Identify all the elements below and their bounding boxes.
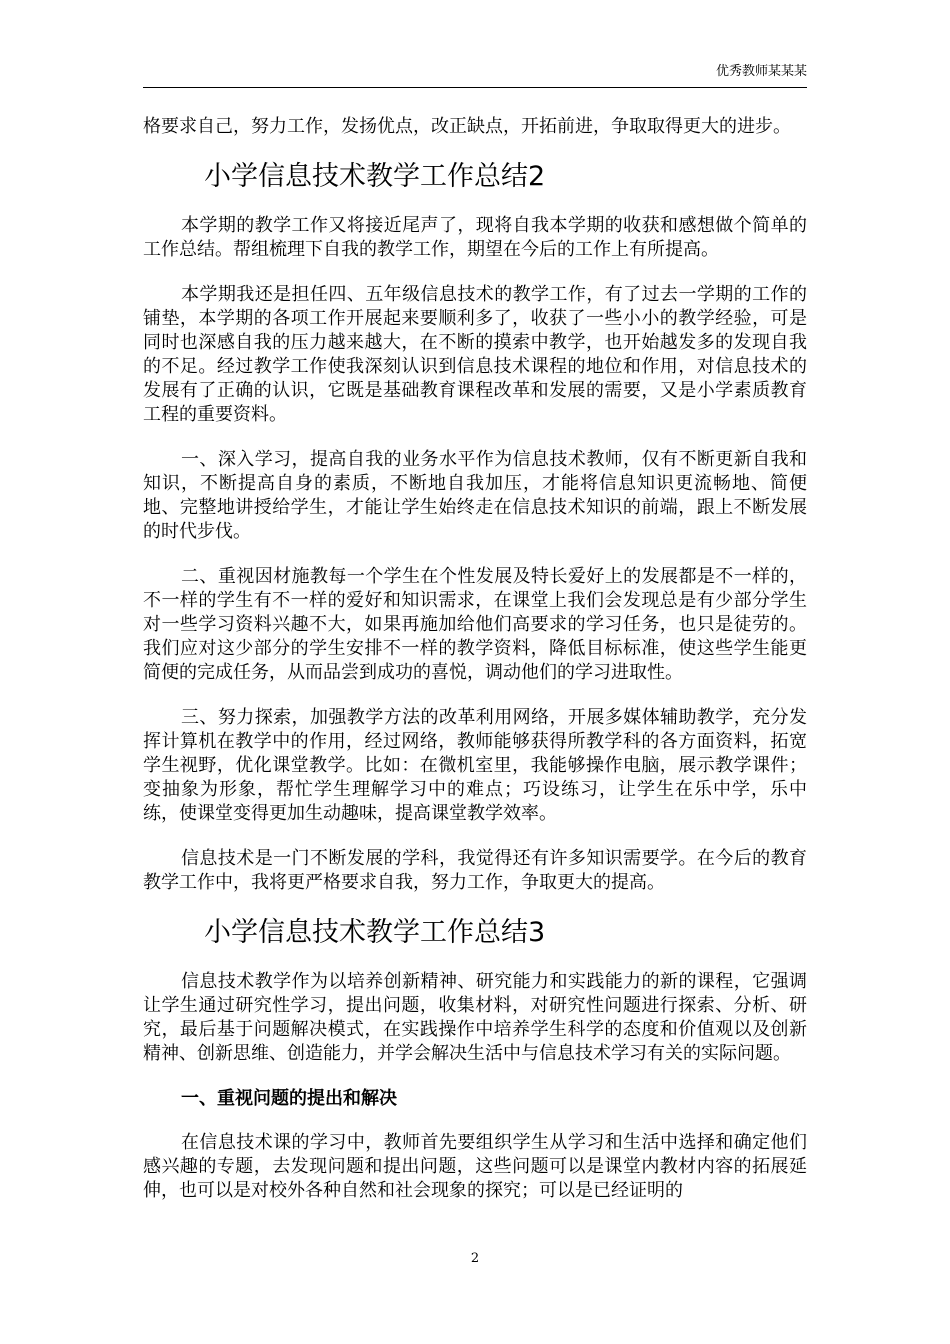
paragraph-point-2: 二、重视因材施教每一个学生在个性发展及特长爱好上的发展都是不一样的，不一样的学生有不一样的爱好和知识需求，在课堂上我们会发现总是有少部分学生对一些学习资料兴趣不大，如果再施加给他们高要求的学习任务，也只是徒劳的。我们应对这少部分的学生安排不一样的教学资料，降低目标标准，使这些学生能更简便的完成任务，从而品尝到成功的喜悦，调动他们的学习进取性。 xyxy=(143,566,807,683)
document-body xyxy=(143,115,807,1224)
paragraph-intro: 本学期的教学工作又将接近尾声了，现将自我本学期的收获和感想做个简单的工作总结。帮组梳理下自我的教学工作，期望在今后的工作上有所提高。 xyxy=(143,215,807,260)
paragraph-point-1: 一、深入学习，提高自我的业务水平作为信息技术教师，仅有不断更新自我和知识，不断提高自身的素质，不断地自我加压，才能将信息知识更流畅地、简便地、完整地讲授给学生，才能让学生始终走在信息技术知识的前端，跟上不断发展的时代步伐。 xyxy=(143,449,807,542)
section-title-3: 小学信息技术教学工作总结3 xyxy=(204,917,546,948)
page-header: 优秀教师某某某 xyxy=(715,64,807,79)
paragraph-conclusion: 信息技术是一门不断发展的学科，我觉得还有许多知识需要学。在今后的教育教学工作中，我将更严格要求自我，努力工作，争取更大的提高。 xyxy=(143,848,807,893)
page-number: 2 xyxy=(470,1251,480,1266)
header-divider xyxy=(143,87,807,88)
subheading-problem-solving: 一、重视问题的提出和解决 xyxy=(181,1088,397,1109)
paragraph-point-3: 三、努力探索，加强教学方法的改革利用网络，开展多媒体辅助教学，充分发挥计算机在教学中的作用，经过网络，教师能够获得所教学科的各方面资料，拓宽学生视野，优化课堂教学。比如：在微机室里，我能够操作电脑，展示教学课件；变抽象为形象，帮忙学生理解学习中的难点；巧设练习，让学生在乐中学，乐中练，使课堂变得更加生动趣味，提高课堂教学效率。 xyxy=(143,707,807,824)
paragraph-background: 本学期我还是担任四、五年级信息技术的教学工作，有了过去一学期的工作的铺垫，本学期的各项工作开展起来要顺利多了，收获了一些小小的教学经验，可是同时也深感自我的压力越来越大，在不断的摸索中教学，也开始越发多的发现自我的不足。经过教学工作使我深刻认识到信息技术课程的地位和作用，对信息技术的发展有了正确的认识，它既是基础教育课程改革和发展的需要，又是小学素质教育工程的重要资料。 xyxy=(143,284,807,425)
paragraph-section3-body: 在信息技术课的学习中，教师首先要组织学生从学习和生活中选择和确定他们感兴趣的专题，去发现问题和提出问题，这些问题可以是课堂内教材内容的拓展延伸，也可以是对校外各种自然和社会现象的探究；可以是已经证明的 xyxy=(143,1132,807,1201)
section-title-2: 小学信息技术教学工作总结2 xyxy=(204,161,546,192)
paragraph-continued: 格要求自己，努力工作，发扬优点，改正缺点，开拓前进，争取取得更大的进步。 xyxy=(143,116,791,137)
paragraph-section3-intro: 信息技术教学作为以培养创新精神、研究能力和实践能力的新的课程，它强调让学生通过研究性学习，提出问题，收集材料，对研究性问题进行探索、分析、研究，最后基于问题解决模式，在实践操作中培养学生科学的态度和价值观以及创新精神、创新思维、创造能力，并学会解决生活中与信息技术学习有关的实际问题。 xyxy=(143,971,807,1064)
